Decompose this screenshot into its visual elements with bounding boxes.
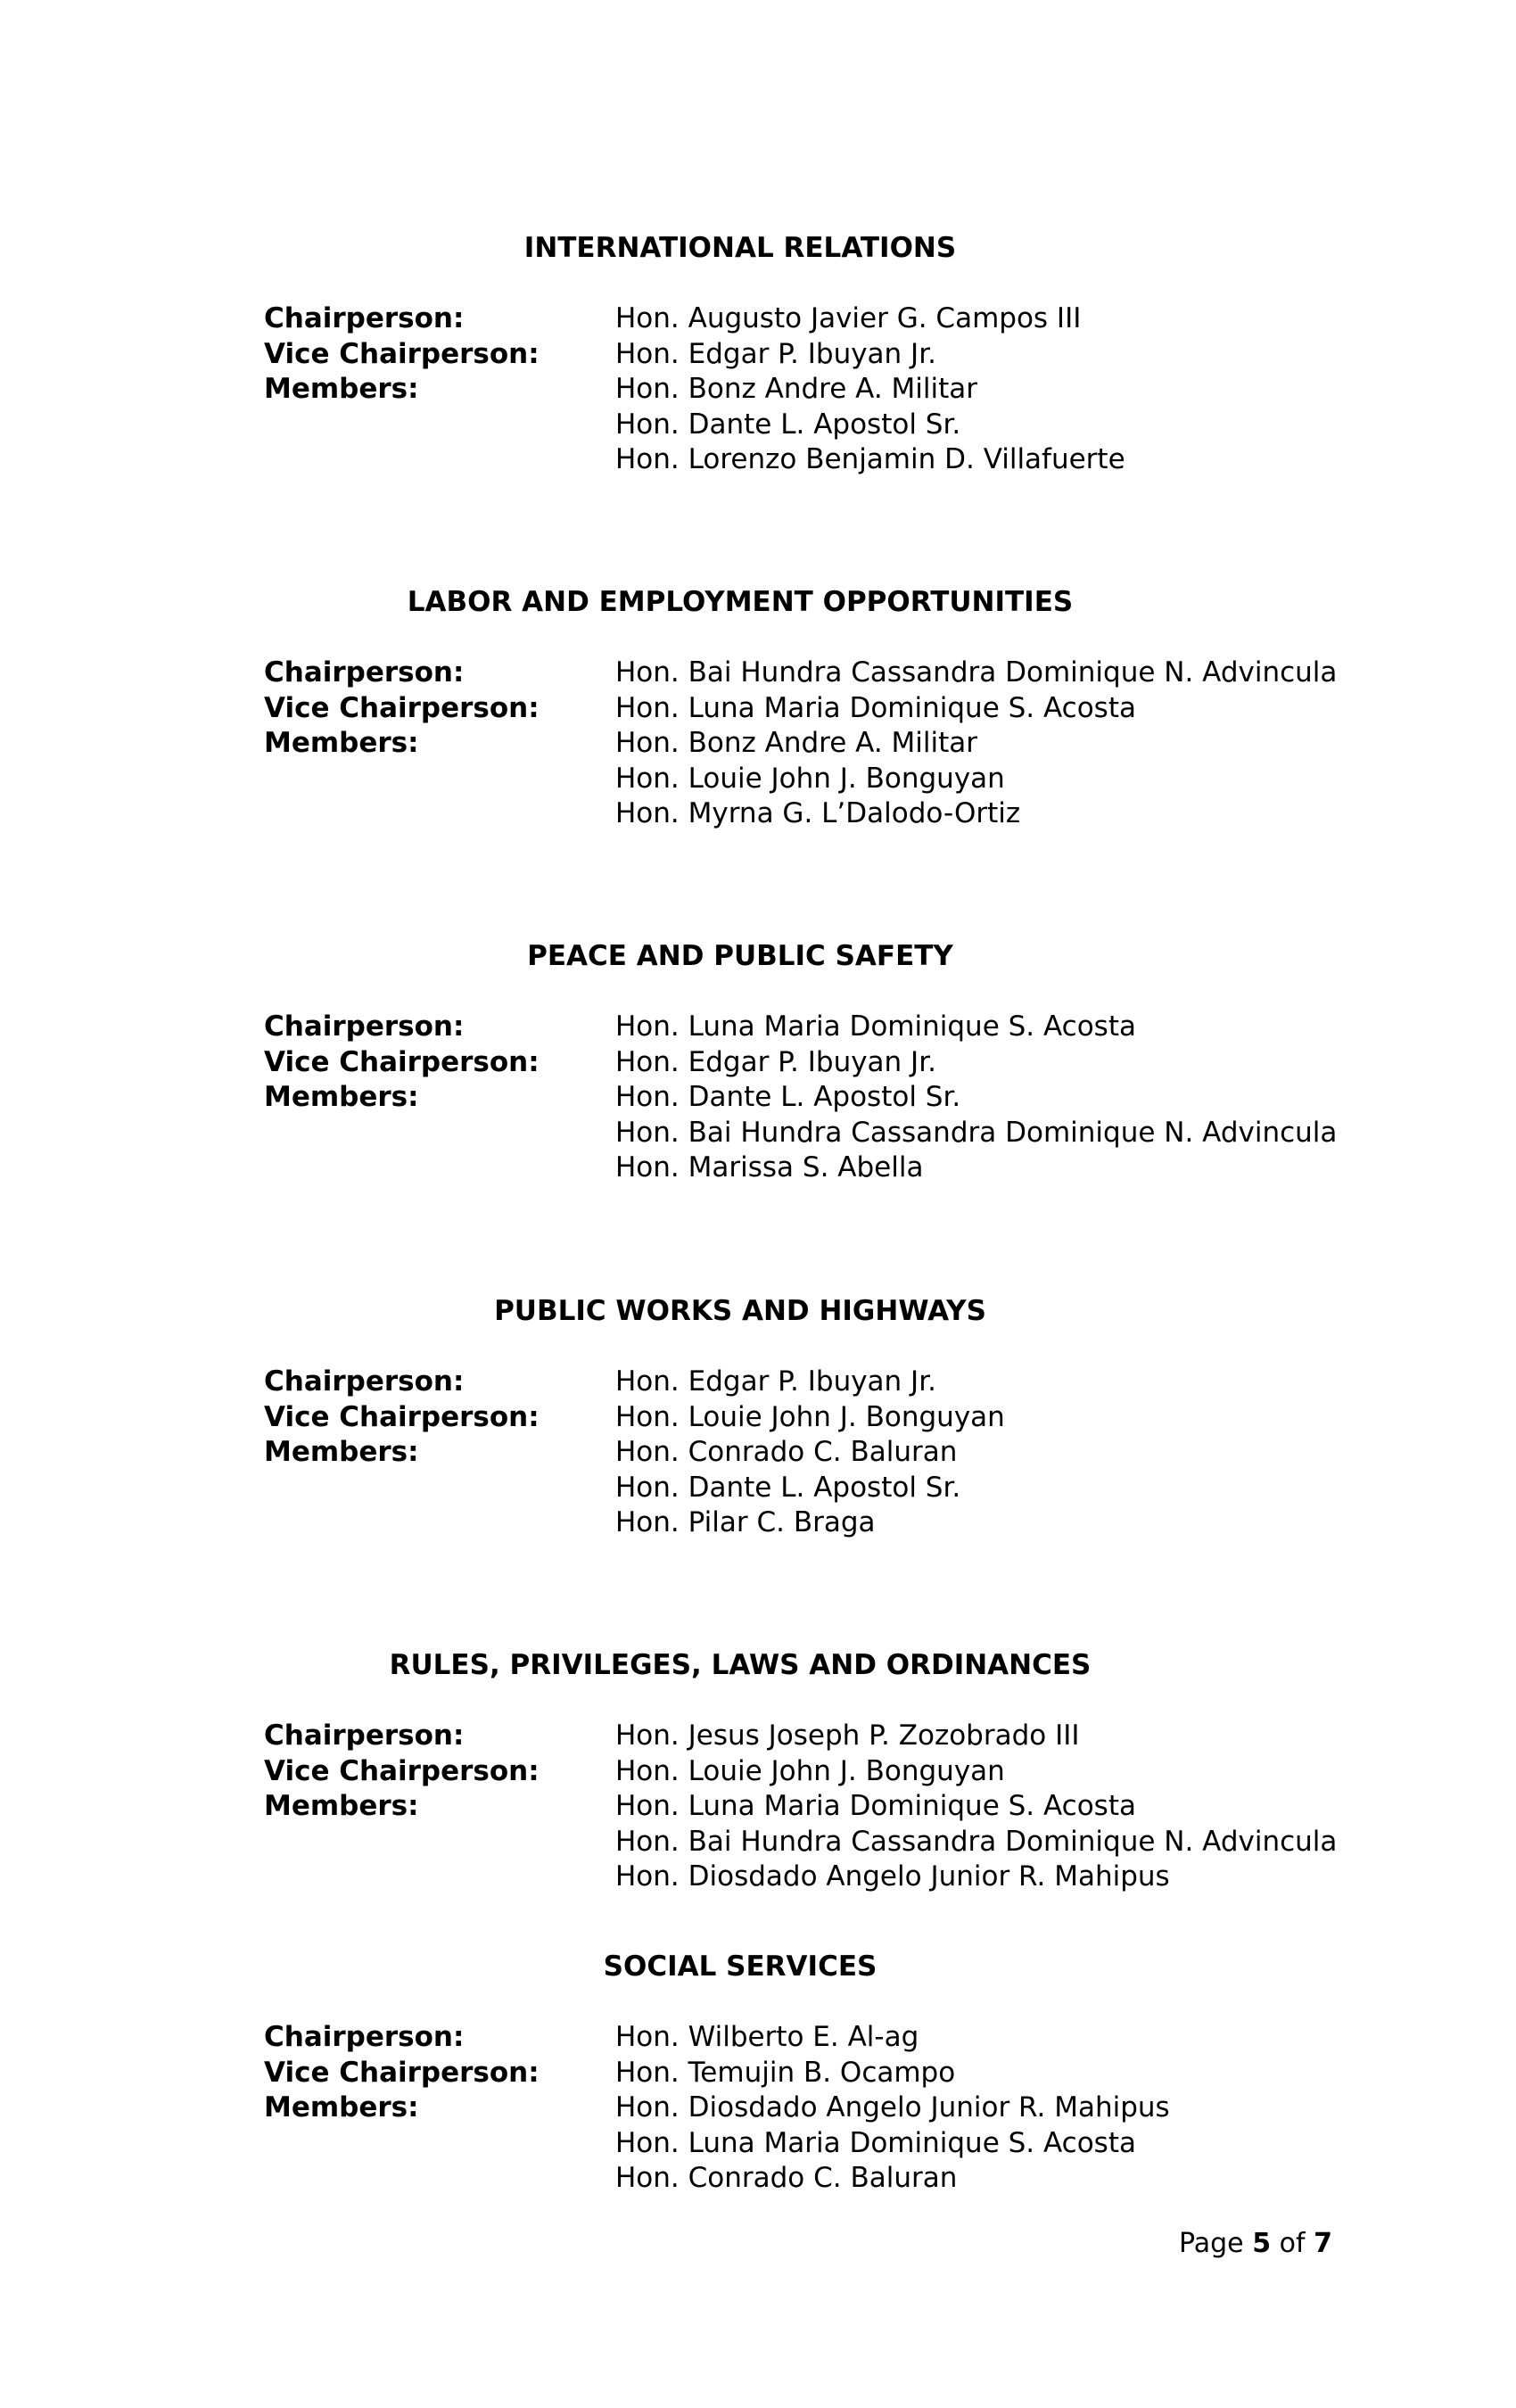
chairperson-name: Hon. Luna Maria Dominique S. Acosta (615, 1010, 1136, 1043)
members-row (0, 1788, 1516, 1824)
member-name: Hon. Conrado C. Baluran (615, 1436, 958, 1468)
member-row (0, 1505, 1516, 1540)
total-pages: 7 (1314, 2228, 1332, 2259)
vice-chairperson-label: Vice Chairperson: (264, 1046, 540, 1078)
chairperson-label: Chairperson: (264, 2021, 465, 2053)
member-row (0, 441, 1516, 477)
member-row (0, 761, 1516, 796)
member-name: Hon. Dante L. Apostol Sr. (615, 1472, 961, 1504)
member-name: Hon. Pilar C. Braga (615, 1506, 876, 1538)
page-word: Page (1179, 2228, 1244, 2259)
members-label: Members: (264, 1790, 419, 1822)
members-label: Members: (264, 727, 419, 759)
member-row (0, 2125, 1516, 2161)
chairperson-name: Hon. Edgar P. Ibuyan Jr. (615, 1365, 936, 1398)
chairperson-label: Chairperson: (264, 1365, 465, 1398)
committee-title: LABOR AND EMPLOYMENT OPPORTUNITIES (407, 586, 1074, 618)
vice-chairperson-name: Hon. Luna Maria Dominique S. Acosta (615, 692, 1136, 724)
member-row (0, 1470, 1516, 1505)
chairperson-name: Hon. Jesus Joseph P. Zozobrado III (615, 1719, 1080, 1752)
member-name: Hon. Bonz Andre A. Militar (615, 373, 978, 405)
vice-chairperson-name: Hon. Edgar P. Ibuyan Jr. (615, 338, 936, 370)
member-name: Hon. Conrado C. Baluran (615, 2162, 958, 2194)
vice-chairperson-row (0, 1753, 1516, 1789)
page-number-footer (1179, 2226, 1332, 2262)
member-name: Hon. Louie John J. Bonguyan (615, 763, 1005, 795)
chairperson-row (0, 301, 1516, 336)
vice-chairperson-row (0, 336, 1516, 372)
member-row (0, 1859, 1516, 1894)
chairperson-name: Hon. Wilberto E. Al-ag (615, 2021, 919, 2053)
members-row (0, 725, 1516, 761)
member-name: Hon. Marissa S. Abella (615, 1151, 924, 1183)
member-name: Hon. Diosdado Angelo Junior R. Mahipus (615, 2091, 1170, 2123)
vice-chairperson-name: Hon. Edgar P. Ibuyan Jr. (615, 1046, 936, 1078)
vice-chairperson-name: Hon. Louie John J. Bonguyan (615, 1755, 1005, 1787)
member-row (0, 407, 1516, 442)
member-row (0, 1150, 1516, 1185)
member-row (0, 2160, 1516, 2196)
members-row (0, 1079, 1516, 1115)
member-row (0, 1115, 1516, 1150)
members-label: Members: (264, 1081, 419, 1113)
members-row (0, 1434, 1516, 1470)
members-row (0, 2090, 1516, 2125)
chairperson-label: Chairperson: (264, 1010, 465, 1043)
vice-chairperson-row (0, 1399, 1516, 1435)
vice-chairperson-name: Hon. Louie John J. Bonguyan (615, 1401, 1005, 1433)
chairperson-row (0, 1009, 1516, 1044)
chairperson-label: Chairperson: (264, 1719, 465, 1752)
chairperson-label: Chairperson: (264, 302, 465, 334)
committee-title: SOCIAL SERVICES (603, 1950, 877, 1983)
vice-chairperson-label: Vice Chairperson: (264, 692, 540, 724)
member-name: Hon. Diosdado Angelo Junior R. Mahipus (615, 1860, 1170, 1893)
member-row (0, 1824, 1516, 1860)
members-row (0, 371, 1516, 407)
vice-chairperson-row (0, 690, 1516, 726)
members-label: Members: (264, 1436, 419, 1468)
member-name: Hon. Dante L. Apostol Sr. (615, 408, 961, 441)
page-number: 5 (1252, 2228, 1272, 2259)
chairperson-name: Hon. Augusto Javier G. Campos III (615, 302, 1082, 334)
chairperson-row (0, 1364, 1516, 1399)
chairperson-row (0, 1718, 1516, 1753)
member-name: Hon. Myrna G. L’Dalodo-Ortiz (615, 797, 1021, 829)
vice-chairperson-label: Vice Chairperson: (264, 2057, 540, 2089)
vice-chairperson-label: Vice Chairperson: (264, 1401, 540, 1433)
members-label: Members: (264, 2091, 419, 2123)
member-name: Hon. Lorenzo Benjamin D. Villafuerte (615, 443, 1125, 475)
member-name: Hon. Dante L. Apostol Sr. (615, 1081, 961, 1113)
members-label: Members: (264, 373, 419, 405)
committee-title: INTERNATIONAL RELATIONS (523, 232, 957, 264)
chairperson-row (0, 2019, 1516, 2055)
committee-title: PUBLIC WORKS AND HIGHWAYS (494, 1295, 986, 1327)
vice-chairperson-label: Vice Chairperson: (264, 1755, 540, 1787)
chairperson-name: Hon. Bai Hundra Cassandra Dominique N. Advincula (615, 656, 1338, 689)
member-row (0, 796, 1516, 831)
chairperson-row (0, 655, 1516, 690)
vice-chairperson-label: Vice Chairperson: (264, 338, 540, 370)
vice-chairperson-row (0, 1044, 1516, 1080)
of-word: of (1279, 2228, 1306, 2259)
member-name: Hon. Luna Maria Dominique S. Acosta (615, 2127, 1136, 2159)
chairperson-label: Chairperson: (264, 656, 465, 689)
member-name: Hon. Bonz Andre A. Militar (615, 727, 978, 759)
member-name: Hon. Bai Hundra Cassandra Dominique N. Advincula (615, 1117, 1338, 1149)
committee-title: RULES, PRIVILEGES, LAWS AND ORDINANCES (389, 1649, 1092, 1681)
member-name: Hon. Luna Maria Dominique S. Acosta (615, 1790, 1136, 1822)
committee-title: PEACE AND PUBLIC SAFETY (527, 940, 953, 972)
member-name: Hon. Bai Hundra Cassandra Dominique N. Advincula (615, 1826, 1338, 1858)
vice-chairperson-row (0, 2055, 1516, 2091)
vice-chairperson-name: Hon. Temujin B. Ocampo (615, 2057, 956, 2089)
